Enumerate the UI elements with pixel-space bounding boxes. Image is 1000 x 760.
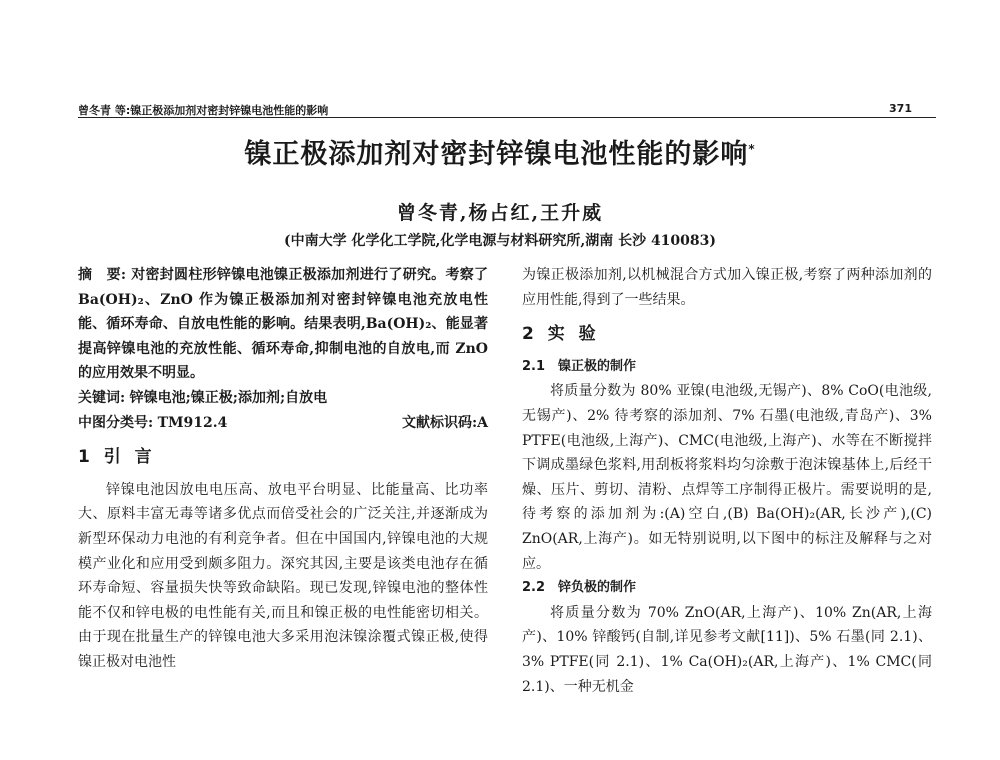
right-intro-text: 为镍正极添加剂,以机械混合方式加入镍正极,考察了两种添加剂的应用性能,得到了一些结果。 <box>522 267 932 308</box>
section-2-heading: 2 实 验 <box>522 324 600 345</box>
running-head <box>78 102 936 118</box>
subsection-2-1-text: 将质量分数为 80% 亚镍(电池级,无锡产)、8% CoO(电池级,无锡产)、2% 待考察的添加剂、7% 石墨(电池级,青岛产)、3% PTFE(电池级,上海产)、CMC(电池级,上海产)、水等在不断搅拌下调成墨绿色浆料,用刮板将浆料均匀涂敷于泡沫镍基体上,后经干燥、压片、剪切、清粉、点焊等工序制得正极片。需要说明的是,待考察的添加剂为:(A)空白,(B) Ba(OH)₂(AR,长沙产),(C) ZnO(AR,上海产)。如无特别说明,以下图中的标注及解释与之对应。 <box>522 383 932 572</box>
page-number: 371 <box>889 102 912 115</box>
classification-line <box>78 411 488 436</box>
abstract-label: 摘 要: <box>78 267 127 283</box>
document-code <box>402 411 488 436</box>
abstract <box>78 263 488 386</box>
abstract-text: 对密封圆柱形锌镍电池镍正极添加剂进行了研究。考察了 Ba(OH)₂、ZnO 作为镍正极添加剂对密封锌镍电池充放电性能、循环寿命、自放电性能的影响。结果表明,Ba(OH)₂、能显著提高锌镍电池的充放性能、循环寿命,抑制电池的自放电,而 ZnO 的应用效果不明显。 <box>78 267 489 382</box>
section-1-text: 锌镍电池因放电电压高、放电平台明显、比能量高、比功率大、原料丰富无毒等诸多优点而倍受社会的广泛关注,并逐渐成为新型环保动力电池的有利竞争者。但在中国国内,锌镍电池的大规模产业化和应用受到颇多阻力。深究其因,主要是该类电池存在循环寿命短、容量损失快等致命缺陷。现已发现,锌镍电池的整体性能不仅和锌电极的电性能有关,而且和镍正极的电性能密切相关。由于现在批量生产的锌镍电池大多采用泡沫镍涂覆式镍正极,使得镍正极对电池性 <box>78 481 488 670</box>
subsection-2-2-heading: 2.2 锌负极的制作 <box>522 580 637 596</box>
clc-code: TM912.4 <box>157 414 228 431</box>
header-rule <box>78 117 936 118</box>
affiliation: (中南大学 化学化工学院,化学电源与材料研究所,湖南 长沙 410083) <box>283 233 717 249</box>
running-head-text: 曾冬青 等:镍正极添加剂对密封锌镍电池性能的影响 <box>78 104 329 117</box>
subsection-2-2-text: 将质量分数为 70% ZnO(AR,上海产)、10% Zn(AR,上海产)、10% 锌酸钙(自制,详见参考文献[11])、5% 石墨(同 2.1)、3% PTFE(同 2.1)、1% Ca(OH)₂(AR,上海产)、1% CMC(同 2.1)、一种无机金 <box>522 604 932 695</box>
right-column <box>522 263 932 699</box>
subsection-2-1-heading: 2.1 镍正极的制作 <box>522 358 637 374</box>
paper-title-text: 镍正极添加剂对密封锌镍电池性能的影响 <box>244 139 749 170</box>
document-code-value: A <box>477 414 488 431</box>
keywords <box>78 386 488 411</box>
document-code-label: 文献标识码: <box>401 414 478 431</box>
clc-label: 中图分类号: <box>78 414 154 431</box>
title-footnote-mark: * <box>748 142 756 156</box>
authors: 曾冬青,杨占红,王升威 <box>396 202 604 224</box>
paper-title <box>0 132 1000 171</box>
left-column <box>78 263 488 675</box>
section-1-heading: 1 引 言 <box>78 447 156 468</box>
keywords-text: 锌镍电池;镍正极;添加剂;自放电 <box>129 389 328 406</box>
keywords-label: 关键词: <box>78 389 126 406</box>
